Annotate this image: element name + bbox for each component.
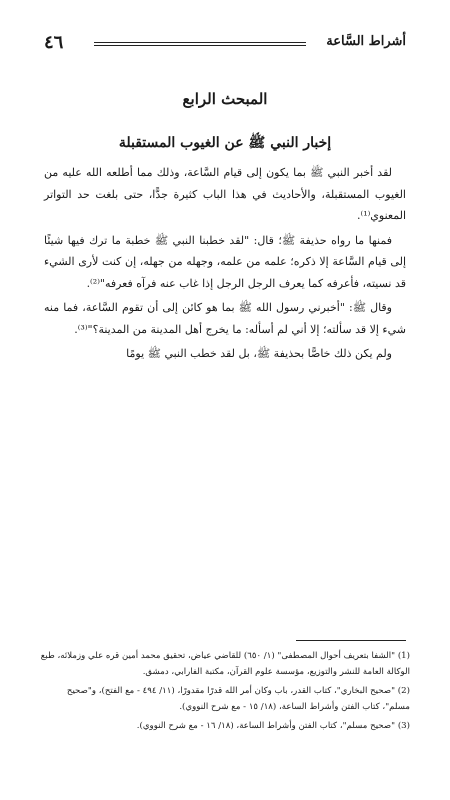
footnote: (1) "الشفا بتعريف أحوال المصطفى" (١/ ٦٥٠) للقاضي عياض، تحقيق محمد أمين قره علي وزملائه، طبع الوكالة العامة للنشر والتوزيع، مؤسسة علوم القرآن، مكتبة الفارابي، دمشق.: [40, 651, 410, 677]
header-rule: [94, 42, 306, 46]
section-title: المبحث الرابع: [182, 90, 268, 108]
footnote: (2) "صحيح البخاري"، كتاب القدر، باب وكان أمر الله قدرًا مقدورًا، (١١/ ٤٩٤ - مع الفتح)، و"صحيح مسلم"، كتاب الفتن وأشراط الساعة، (١٨/ ١٥ - مع شرح النووي).: [66, 686, 410, 712]
footnote-rule: [296, 640, 406, 641]
paragraph: ولم يكن ذلك خاصًّا بحذيفة ﷺ، بل لقد خطب النبي ﷺ يومًا: [126, 347, 392, 360]
paragraph: فمنها ما رواه حذيفة ﷺ؛ قال: "لقد خطبنا النبي ﷺ خطبة ما ترك فيها شيئًا إلى قيام السَّاعة إلا ذكره؛ علمه من علمه، وجهله من جهله، إن كنت لأرى الشيء قد نسيته، فأعرفه كما يعرف الرجل الرجل إذا غاب عنه فرآه فعرفه"⁽²⁾.: [44, 233, 406, 290]
page-number: ٤٦: [44, 32, 64, 53]
running-title: أشراط السَّاعة: [326, 34, 406, 49]
subtitle: إخبار النبي ﷺ عن الغيوب المستقبلة: [118, 135, 332, 151]
running-header: [44, 32, 406, 52]
body-text: [44, 162, 406, 368]
paragraph: لقد أخبر النبي ﷺ بما يكون إلى قيام السَّاعة، وذلك مما أطلعه الله عليه من الغيوب المستقبلة، والأحاديث في هذا الباب كثيرة جدًّا، حتى بلغت حد التواتر المعنوي⁽¹⁾.: [44, 166, 406, 222]
paragraph: وقال ﷺ: "أخبرني رسول الله ﷺ بما هو كائن إلى أن تقوم السَّاعة، فما منه شيء إلا قد سألته؛ إلا أني لم أسأله: ما يخرج أهل المدينة من المدينة؟"⁽³⁾.: [44, 301, 406, 336]
footnotes: [40, 648, 410, 737]
footnote: (3) "صحيح مسلم"، كتاب الفتن وأشراط الساعة، (١٨/ ١٦ - مع شرح النووي).: [136, 721, 410, 731]
